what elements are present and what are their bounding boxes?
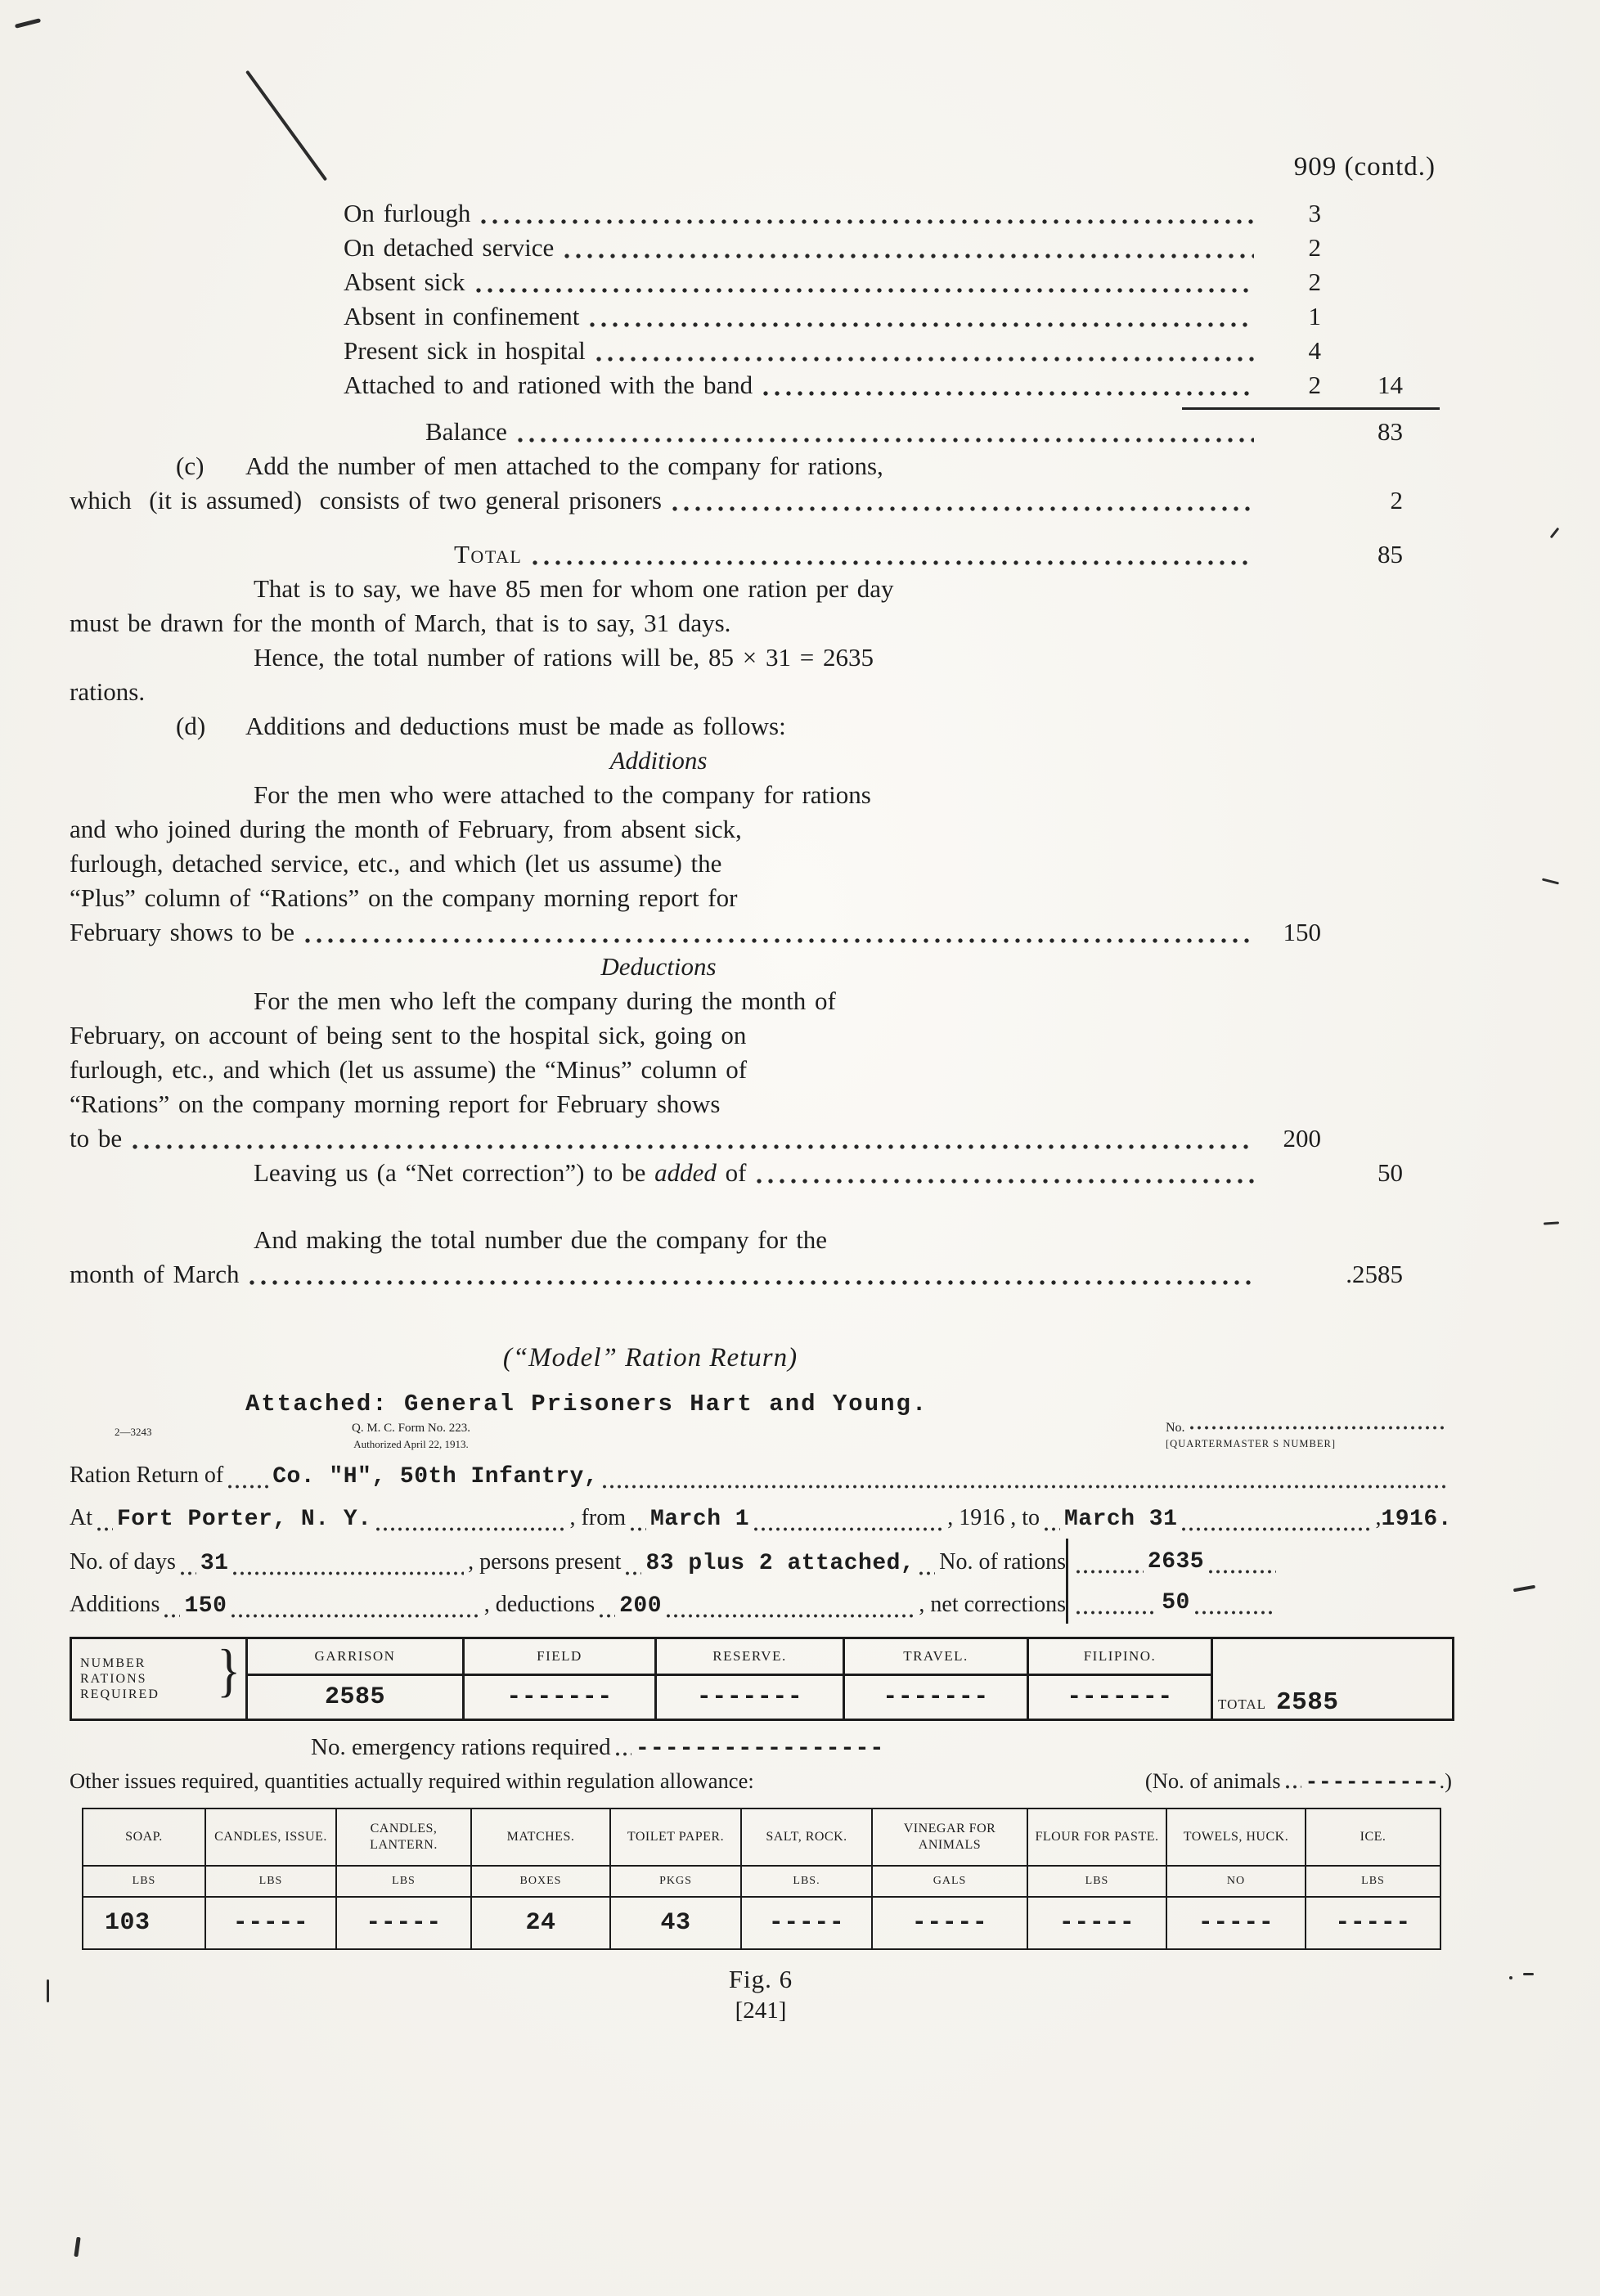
- animals-value: ----------: [1305, 1770, 1440, 1795]
- balance-value: 83: [1378, 417, 1403, 446]
- item-c-text: Add the number of men attached to the company for rations,: [245, 452, 883, 480]
- header-candles-issue: CANDLES, ISSUE.: [205, 1808, 336, 1866]
- dot-leader: [672, 505, 1254, 512]
- absence-label: On detached service: [344, 233, 555, 262]
- net-correction-value: 50: [1378, 1158, 1403, 1187]
- form-meta-row: [70, 1421, 1452, 1452]
- fill-in-blank: [1189, 1425, 1448, 1431]
- paragraph-line: That is to say, we have 85 men for whom one ration per day: [254, 574, 894, 603]
- value-reserve: -------: [656, 1675, 844, 1720]
- dot-leader: [564, 253, 1254, 259]
- quartermaster-number-line: [1166, 1421, 1452, 1436]
- net-correction-row: [70, 1156, 1403, 1190]
- fill-in-blank: [615, 1751, 631, 1757]
- field-value-deductions: 200: [619, 1593, 663, 1619]
- fill-in-blank: [602, 1484, 1448, 1489]
- absence-value: 1: [1308, 302, 1321, 330]
- absence-value: 2: [1308, 371, 1321, 399]
- qm-caption: [QUARTERMASTER S NUMBER]: [1166, 1438, 1336, 1449]
- value-toilet-paper: 43: [610, 1897, 741, 1949]
- final-total-line1: And making the total number due the company for the: [254, 1225, 828, 1254]
- animals-group: [1145, 1768, 1452, 1795]
- item-d-marker: (d): [176, 712, 206, 740]
- scan-mark: [47, 1979, 49, 2002]
- field-value-year: 1916.: [1381, 1507, 1453, 1532]
- value-soap: 103: [83, 1897, 205, 1949]
- form-line-additions-deductions: [70, 1588, 1066, 1624]
- rations-total-cell: [1072, 1545, 1280, 1579]
- label-line: REQUIRED: [80, 1687, 160, 1701]
- field-label: At: [70, 1505, 92, 1530]
- net-post: of: [716, 1158, 747, 1187]
- absence-label: Absent in confinement: [344, 302, 580, 330]
- fill-in-blank: [666, 1613, 915, 1619]
- field-label: , 1916 , to: [947, 1505, 1040, 1530]
- net-corrections-cell: [1072, 1586, 1280, 1620]
- absence-value: 2: [1308, 267, 1321, 296]
- value-field: -------: [464, 1675, 656, 1720]
- unit-candles-lantern: LBS: [336, 1866, 471, 1897]
- main-text-column: [70, 196, 1403, 1292]
- fill-in-blank: [1076, 1569, 1144, 1575]
- scan-mark: [1550, 528, 1560, 539]
- column-header-filipino: FILIPINO.: [1028, 1638, 1212, 1675]
- form-number-block: [352, 1421, 470, 1452]
- absence-value: 4: [1308, 336, 1321, 365]
- fill-in-blank: [375, 1526, 565, 1532]
- fill-in-blank: [1208, 1569, 1276, 1575]
- deductions-heading: Deductions: [600, 952, 717, 981]
- absence-label: Present sick in hospital: [344, 336, 586, 365]
- animals-label: (No. of animals: [1144, 1768, 1281, 1793]
- dot-leader: [480, 218, 1254, 225]
- paragraph-line: Hence, the total number of rations will be, 85 × 31 = 2635: [254, 643, 874, 672]
- scan-mark: [1513, 1585, 1535, 1593]
- column-header-reserve: RESERVE.: [656, 1638, 844, 1675]
- fill-in-blank: [1285, 1784, 1301, 1790]
- additions-value: 150: [1283, 918, 1321, 946]
- supplies-table: [82, 1808, 1441, 1950]
- additions-last-line: February shows to be: [70, 918, 295, 946]
- absence-label: Attached to and rationed with the band: [344, 371, 753, 399]
- fill-in-blank: [227, 1484, 268, 1489]
- supplies-unit-row: [83, 1866, 1440, 1897]
- form-authorized: Authorized April 22, 1913.: [353, 1438, 469, 1450]
- sum-rule: [1182, 407, 1440, 410]
- unit-toilet-paper: PKGS: [610, 1866, 741, 1897]
- fill-in-blank: [1194, 1610, 1276, 1615]
- field-label: , deductions: [483, 1592, 596, 1617]
- scan-mark: [1523, 1973, 1534, 1975]
- page-header-number: 909 (contd.): [1293, 152, 1436, 182]
- unit-matches: BOXES: [471, 1866, 610, 1897]
- dot-leader: [596, 356, 1254, 362]
- item-d-line: [70, 709, 1403, 744]
- dot-leader: [589, 321, 1254, 328]
- header-matches: MATCHES.: [471, 1808, 610, 1866]
- label-line: NUMBER: [80, 1656, 146, 1670]
- field-value-unit: Co. "H", 50th Infantry,: [272, 1464, 599, 1489]
- field-label: No. of days: [70, 1549, 176, 1575]
- emergency-label: No. emergency rations required: [311, 1734, 611, 1760]
- total-label: TOTAL: [1218, 1696, 1267, 1712]
- dot-leader: [304, 937, 1254, 944]
- figure-caption: Fig. 6: [728, 1965, 793, 1993]
- final-total-row: [70, 1257, 1403, 1292]
- absence-subtotal: 14: [1378, 371, 1403, 399]
- scan-mark: [74, 2237, 80, 2257]
- total-row: [70, 537, 1403, 572]
- form-right-values-column: [1066, 1539, 1280, 1624]
- attached-line: [70, 1390, 1452, 1418]
- deductions-last-line: to be: [70, 1124, 123, 1152]
- paragraph-line: and who joined during the month of February, from absent sick,: [70, 815, 742, 843]
- paragraph-line: “Plus” column of “Rations” on the company morning report for: [70, 883, 738, 912]
- scan-mark: [1544, 1221, 1559, 1224]
- unit-ice: LBS: [1306, 1866, 1440, 1897]
- fill-in-blank: [1076, 1610, 1157, 1615]
- paragraph-line: February, on account of being sent to the hospital sick, going on: [70, 1021, 747, 1049]
- value-vinegar: -----: [872, 1897, 1027, 1949]
- field-value-station: Fort Porter, N. Y.: [117, 1507, 372, 1532]
- qm-no-label: No.: [1166, 1421, 1185, 1435]
- final-total-label: month of March: [70, 1260, 240, 1288]
- unit-towels: NO: [1166, 1866, 1306, 1897]
- item-c-value: 2: [1390, 486, 1403, 514]
- column-header-travel: TRAVEL.: [844, 1638, 1028, 1675]
- quartermaster-number-block: [1166, 1421, 1452, 1450]
- final-total-value: .2585: [1346, 1260, 1403, 1288]
- value-filipino: -------: [1028, 1675, 1212, 1720]
- absence-row: [70, 265, 1403, 299]
- header-vinegar: VINEGAR FOR ANIMALS: [872, 1808, 1027, 1866]
- field-value-additions: 150: [184, 1593, 227, 1619]
- unit-candles-issue: LBS: [205, 1866, 336, 1897]
- label-line: RATIONS: [80, 1672, 147, 1686]
- fill-in-blank: [164, 1613, 180, 1619]
- absence-row: [70, 196, 1403, 231]
- item-c-line1: [70, 449, 1403, 483]
- item-c-marker: (c): [176, 452, 204, 480]
- fill-in-blank: [1044, 1526, 1060, 1532]
- value-towels: -----: [1166, 1897, 1306, 1949]
- dot-leader: [762, 390, 1254, 397]
- field-value-from-date: March 1: [649, 1507, 750, 1532]
- value-flour: -----: [1027, 1897, 1166, 1949]
- value-candles-issue: -----: [205, 1897, 336, 1949]
- value-travel: -------: [844, 1675, 1028, 1720]
- header-candles-lantern: CANDLES, LANTERN.: [336, 1808, 471, 1866]
- deductions-value-row: [70, 1121, 1403, 1156]
- absence-value: 2: [1308, 233, 1321, 262]
- ration-return-form: [70, 1343, 1452, 2024]
- print-code: 2—3243: [115, 1426, 152, 1438]
- additions-heading: Additions: [609, 746, 708, 775]
- header-ice: ICE.: [1306, 1808, 1440, 1866]
- header-soap: SOAP.: [83, 1808, 205, 1866]
- net-em: added: [654, 1158, 717, 1187]
- dot-leader: [132, 1144, 1254, 1150]
- header-flour: FLOUR FOR PASTE.: [1027, 1808, 1166, 1866]
- header-towels: TOWELS, HUCK.: [1166, 1808, 1306, 1866]
- dot-leader: [756, 1178, 1254, 1184]
- total-value: 85: [1378, 540, 1403, 568]
- net-correction-text: [70, 1156, 746, 1190]
- paragraph-line: must be drawn for the month of March, that is to say, 31 days.: [70, 609, 731, 637]
- field-value-days: 31: [200, 1551, 229, 1576]
- item-d-text: Additions and deductions must be made as follows:: [245, 712, 786, 740]
- form-number: Q. M. C. Form No. 223.: [352, 1422, 471, 1435]
- dot-leader: [475, 287, 1254, 294]
- item-c-line2: [70, 483, 1403, 518]
- supplies-value-row: [83, 1897, 1440, 1949]
- other-issues-line: [70, 1768, 1452, 1795]
- field-label: Additions: [70, 1592, 160, 1617]
- absence-row: [70, 299, 1403, 334]
- value-candles-lantern: -----: [336, 1897, 471, 1949]
- supplies-header-row: [83, 1808, 1440, 1866]
- page-number: [241]: [735, 1997, 787, 2024]
- paragraph-line: furlough, detached service, etc., and which (let us assume) the: [70, 849, 722, 878]
- other-issues-label: Other issues required, quantities actually required within regulation allowance:: [70, 1768, 754, 1793]
- rations-total-cell: [1212, 1638, 1454, 1720]
- fill-in-blank: [625, 1570, 641, 1576]
- fill-in-blank: [232, 1570, 464, 1576]
- form-lines-3-4: [70, 1539, 1280, 1624]
- total-value: 2585: [1276, 1688, 1339, 1717]
- fill-in-blank: [1181, 1526, 1371, 1532]
- absence-row: [70, 231, 1403, 265]
- absence-value: 3: [1308, 199, 1321, 227]
- absence-label: On furlough: [344, 199, 471, 227]
- fill-in-blank: [97, 1526, 113, 1532]
- emergency-value: -----------------: [635, 1735, 885, 1762]
- fill-in-blank: [599, 1613, 615, 1619]
- fill-in-blank: [919, 1570, 935, 1576]
- fill-in-blank: [231, 1613, 479, 1619]
- unit-salt-rock: LBS.: [741, 1866, 872, 1897]
- fill-in-blank: [180, 1570, 196, 1576]
- column-header-field: FIELD: [464, 1638, 656, 1675]
- rations-required-table: [70, 1637, 1454, 1721]
- fill-in-blank: [753, 1526, 943, 1532]
- attached-text: Attached: General Prisoners Hart and Young.: [245, 1391, 928, 1418]
- balance-label: Balance: [425, 417, 507, 446]
- additions-value-row: [70, 915, 1403, 950]
- field-label: ,: [1375, 1505, 1382, 1530]
- form-lines-left: [70, 1539, 1066, 1624]
- unit-soap: LBS: [83, 1866, 205, 1897]
- field-label: , from: [569, 1505, 626, 1530]
- absence-row: [70, 368, 1403, 402]
- fill-in-blank: [630, 1526, 646, 1532]
- model-heading: (“Model” Ration Return): [502, 1343, 798, 1373]
- paragraph-line: rations.: [70, 677, 146, 706]
- rations-table-label: [77, 1656, 240, 1702]
- balance-row: [70, 415, 1403, 449]
- absence-label: Absent sick: [344, 267, 465, 296]
- value-matches: 24: [471, 1897, 610, 1949]
- column-header-garrison: GARRISON: [247, 1638, 464, 1675]
- form-line-unit: [70, 1458, 1452, 1494]
- deductions-value: 200: [1283, 1124, 1321, 1152]
- field-value-net-corrections: 50: [1162, 1590, 1190, 1615]
- absence-row: [70, 334, 1403, 368]
- total-label: Total: [454, 540, 523, 568]
- field-value-to-date: March 31: [1063, 1507, 1178, 1532]
- header-toilet-paper: TOILET PAPER.: [610, 1808, 741, 1866]
- header-salt-rock: SALT, ROCK.: [741, 1808, 872, 1866]
- net-pre: Leaving us (a “Net correction”) to be: [254, 1158, 655, 1187]
- unit-vinegar: GALS: [872, 1866, 1027, 1897]
- emergency-rations-line: [70, 1734, 1452, 1762]
- field-label: No. of rations: [939, 1549, 1066, 1575]
- paragraph-line: For the men who left the company during the month of: [254, 986, 836, 1015]
- item-c-text: which (it is assumed) consists of two general prisoners: [70, 486, 662, 514]
- brace-glyph: }: [217, 1638, 240, 1703]
- field-label: Ration Return of: [70, 1463, 224, 1488]
- form-line-station-dates: [70, 1501, 1452, 1537]
- field-value-rations: 2635: [1147, 1549, 1205, 1575]
- animals-close: .): [1439, 1768, 1452, 1793]
- paragraph-line: For the men who were attached to the company for rations: [254, 780, 871, 809]
- dot-leader: [532, 559, 1254, 566]
- dot-leader: [517, 437, 1254, 443]
- unit-flour: LBS: [1027, 1866, 1166, 1897]
- rations-table-label-cell: [71, 1638, 247, 1720]
- paragraph-line: furlough, etc., and which (let us assume) the “Minus” column of: [70, 1055, 748, 1084]
- scan-mark-corner: [15, 18, 41, 29]
- value-ice: -----: [1306, 1897, 1440, 1949]
- form-line-days-persons: [70, 1545, 1066, 1581]
- scan-mark: [1509, 1976, 1512, 1979]
- dot-leader: [249, 1279, 1254, 1286]
- field-label: , persons present: [468, 1549, 622, 1575]
- scan-mark: [1542, 878, 1559, 885]
- field-label: , net corrections: [919, 1592, 1066, 1617]
- paragraph-line: “Rations” on the company morning report for February shows: [70, 1090, 721, 1118]
- value-garrison: 2585: [247, 1675, 464, 1720]
- value-salt-rock: -----: [741, 1897, 872, 1949]
- field-value-persons: 83 plus 2 attached,: [645, 1551, 915, 1576]
